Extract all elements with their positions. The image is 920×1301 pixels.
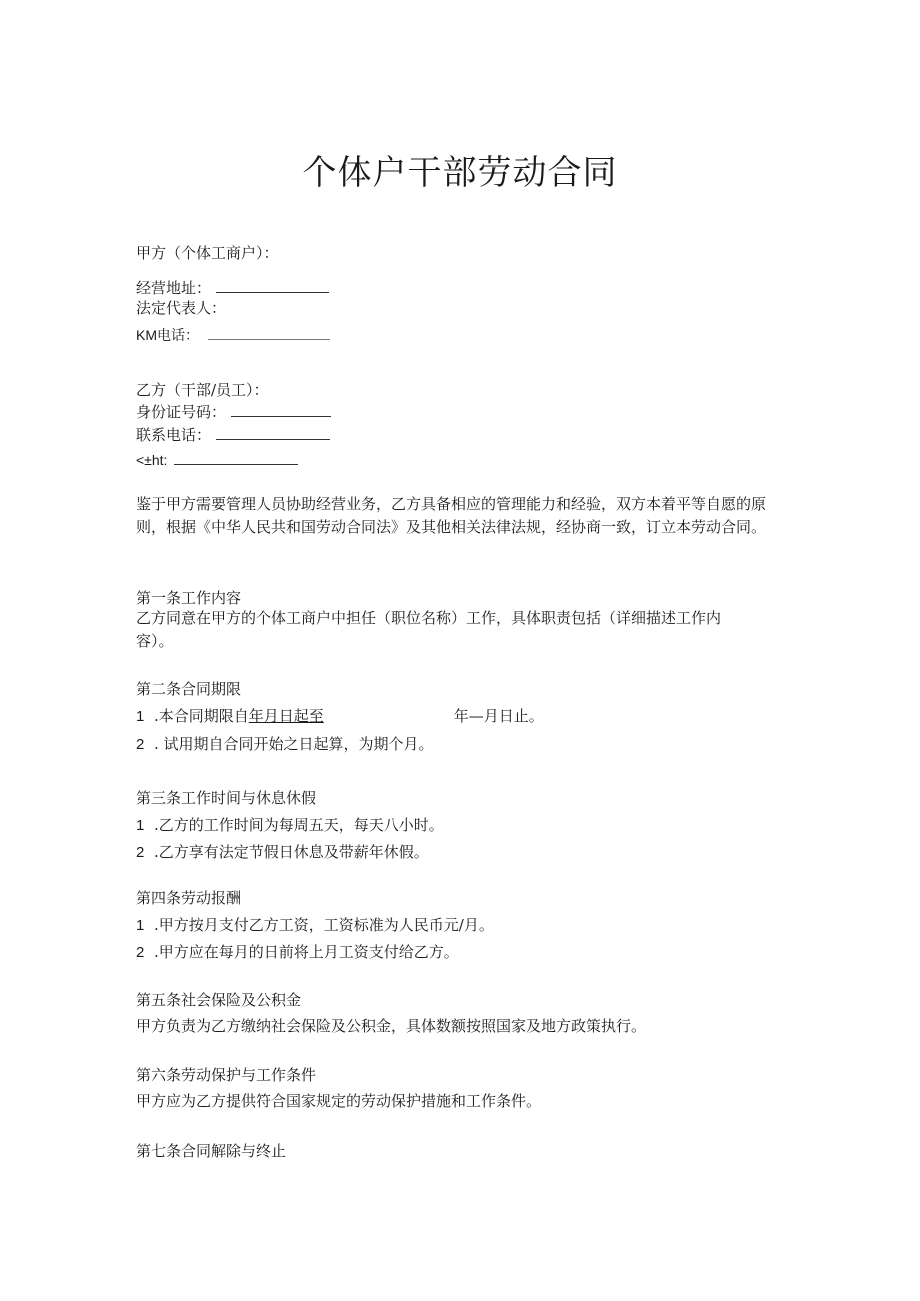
item-text: .甲方按月支付乙方工资，工资标准为人民币元/月。 (154, 916, 494, 934)
article-4-title: 第四条劳动报酬 (136, 889, 242, 907)
article-5-text: 甲方负责为乙方缴纳社会保险及公积金，具体数额按照国家及地方政策执行。 (136, 1017, 647, 1035)
party-a-heading: 甲方（个体工商户）： (136, 244, 279, 262)
party-b-phone-row (136, 425, 330, 445)
party-a-address-blank[interactable] (216, 278, 329, 293)
item-text: .乙方享有法定节假日休息及带薪年休假。 (154, 843, 429, 861)
party-a-address-label: 经营地址： (136, 279, 212, 297)
article-3-item-1 (136, 815, 444, 836)
party-b-phone-blank[interactable] (216, 425, 330, 440)
item-text: .乙方的工作时间为每周五天，每天八小时。 (154, 816, 444, 834)
item-number: 1 (136, 708, 145, 725)
party-a-address-row (136, 278, 329, 298)
item-number: 2 (136, 736, 145, 753)
article-2-item-2 (136, 734, 434, 755)
article-2-title: 第二条合同期限 (136, 680, 242, 698)
item-text-end: 年—月日止。 (453, 707, 544, 725)
party-b-id-row (136, 402, 331, 422)
article-6-text: 甲方应为乙方提供符合国家规定的劳动保护措施和工作条件。 (136, 1092, 542, 1110)
item-number: 2 (136, 844, 145, 861)
party-b-id-blank[interactable] (231, 402, 331, 417)
article-4-item-1 (136, 915, 494, 936)
article-4-item-2 (136, 942, 459, 963)
party-b-heading: 乙方（干部/员工）： (136, 381, 269, 399)
party-b-phone-label: 联系电话： (136, 426, 212, 444)
item-text: . 试用期自合同开始之日起算，为期个月。 (154, 735, 434, 753)
item-underlined-text: 年月日起至 (248, 707, 324, 725)
article-2-item-1 (136, 706, 544, 727)
item-number: 1 (136, 917, 145, 934)
party-b-addr-row (136, 450, 298, 470)
article-3-title: 第三条工作时间与休息休假 (136, 789, 317, 807)
party-a-phone-row (136, 325, 330, 345)
article-5-title: 第五条社会保险及公积金 (136, 991, 302, 1009)
party-a-rep-label: 法定代表人： (136, 299, 227, 317)
article-1-text: 乙方同意在甲方的个体工商户中担任（职位名称）工作，具体职责包括（详细描述工作内容）。 (136, 609, 722, 650)
item-text: .甲方应在每月的日前将上月工资支付给乙方。 (154, 943, 459, 961)
party-b-id-label: 身份证号码： (136, 403, 227, 421)
party-a-phone-label: KM电话： (136, 327, 199, 343)
party-b-addr-blank[interactable] (174, 450, 298, 465)
item-number: 1 (136, 817, 145, 834)
party-b-addr-label: <±ht: (136, 452, 168, 468)
article-3-item-2 (136, 842, 429, 863)
article-6-title: 第六条劳动保护与工作条件 (136, 1066, 317, 1084)
party-a-phone-blank[interactable] (208, 325, 330, 340)
item-text: .本合同期限自 (154, 707, 249, 725)
intro-paragraph: 鉴于甲方需要管理人员协助经营业务，乙方具备相应的管理能力和经验，双方本着平等自愿的原则，根据《中华人民共和国劳动合同法》及其他相关法律法规，经协商一致，订立本劳动合同。 (136, 495, 767, 536)
article-1-title: 第一条工作内容 (136, 589, 242, 607)
item-number: 2 (136, 944, 145, 961)
page-title: 个体户干部劳动合同 (302, 152, 618, 193)
article-7-title: 第七条合同解除与终止 (136, 1142, 287, 1160)
